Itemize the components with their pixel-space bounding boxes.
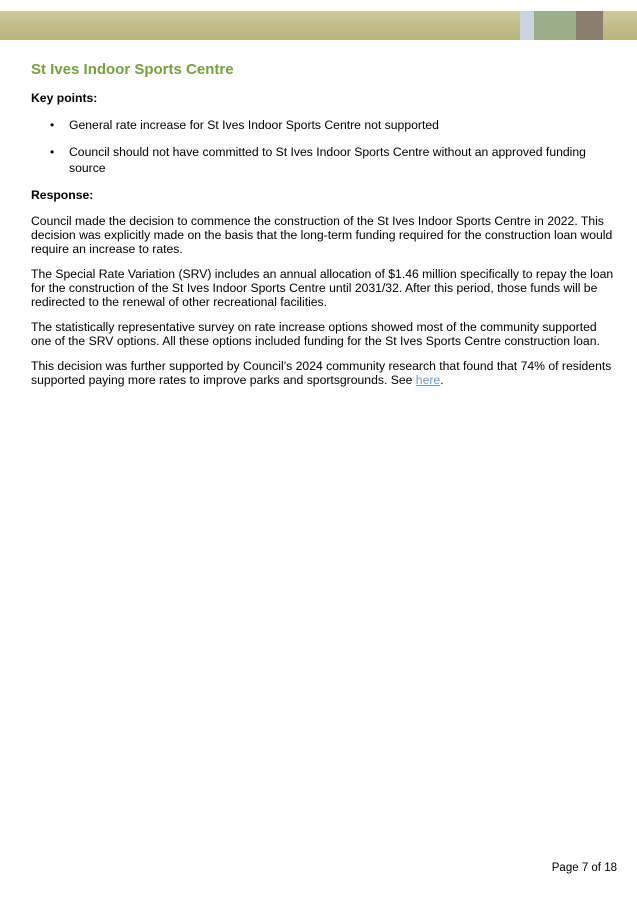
response-paragraph: The statistically representative survey on rate increase options showed most of the community supported one of the SRV options. All these options included funding for the St Ives Sports Centre construction loan. [31, 320, 600, 348]
bullet-icon: • [50, 118, 55, 132]
page-number: Page 7 of 18 [551, 862, 617, 874]
list-item [31, 117, 616, 133]
response-heading: Response: [31, 188, 94, 202]
response-paragraph: Council made the decision to commence the construction of the St Ives Indoor Sports Centre in 2022. This decision was explicitly made on the basis that the long-term funding required for the construction loan would require an increase to rates. [31, 214, 613, 256]
bullet-icon: • [50, 145, 55, 159]
here-link[interactable]: here [415, 373, 441, 387]
key-point-text: General rate increase for St Ives Indoor Sports Centre not supported [69, 118, 439, 132]
header-accent-block [520, 11, 534, 40]
document-body [31, 60, 616, 398]
page-title: St Ives Indoor Sports Centre [31, 61, 234, 78]
paragraph-suffix: . [440, 373, 444, 387]
key-point-text: Council should not have committed to St Ives Indoor Sports Centre without an approved funding source [69, 145, 586, 175]
response-paragraph: The Special Rate Variation (SRV) includes an annual allocation of $1.46 million specifically to repay the loan for the construction of the St Ives Indoor Sports Centre until 2031/32. After this period, those funds will be redirected to the renewal of other recreational facilities. [31, 267, 614, 309]
key-points-heading: Key points: [31, 91, 98, 105]
paragraph-text: This decision was further supported by Council’s 2024 community research that found that 74% of residents supported paying more rates to improve parks and sportsgrounds. See [31, 359, 612, 387]
response-paragraph-last [31, 359, 616, 387]
header-accent-block [534, 11, 576, 40]
key-points-list [31, 117, 616, 176]
list-item [31, 144, 616, 176]
header-accent-block [576, 11, 603, 40]
